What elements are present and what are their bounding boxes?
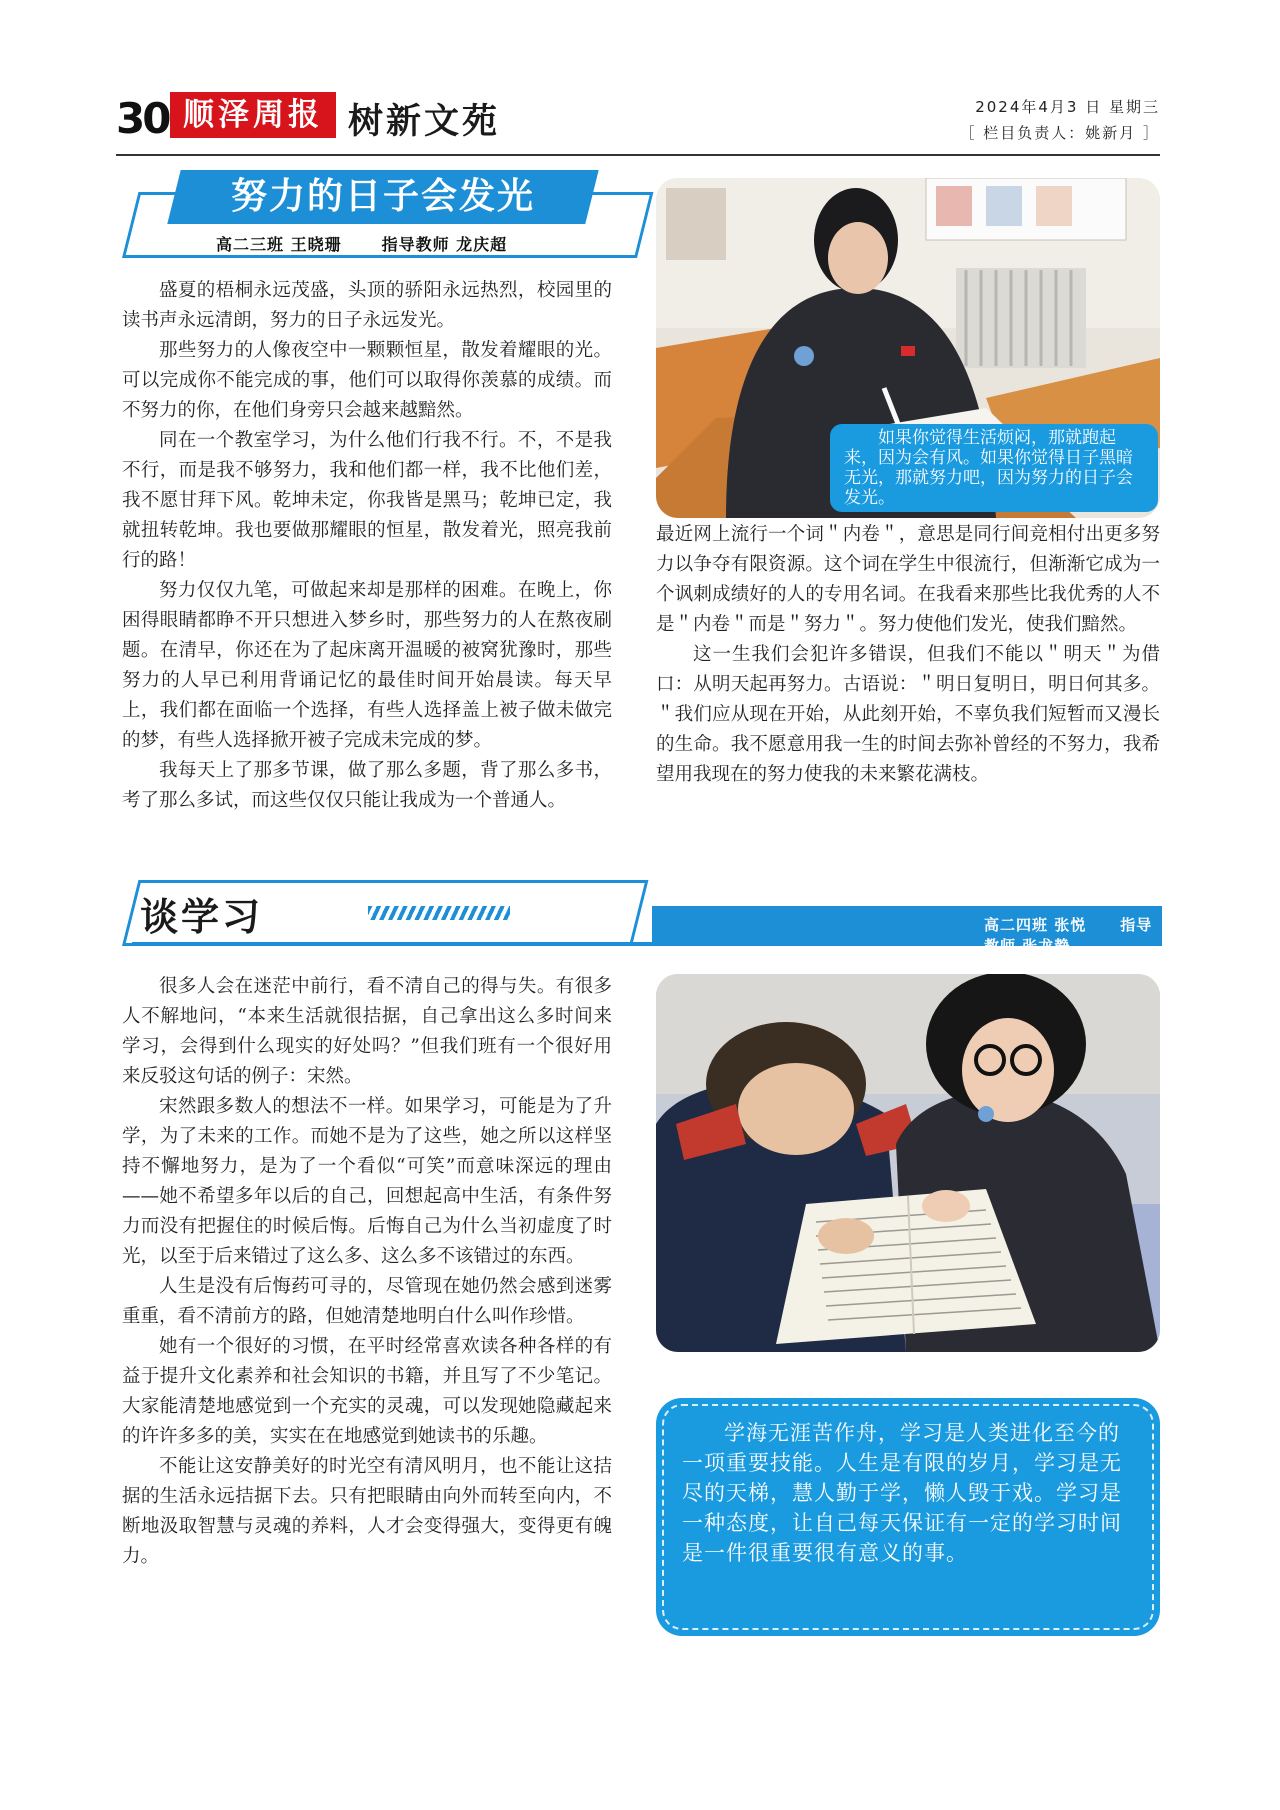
paragraph: 很多人会在迷茫中前行，看不清自己的得与失。有很多人不解地问，“本来生活就很拮据，自己拿出这么多时间来学习，会得到什么现实的好处吗？”但我们班有一个很好用来反驳这句话的例子：宋然。 <box>122 976 612 1087</box>
column-editor: ［ 栏目负责人：姚新月 ］ <box>959 124 1160 142</box>
paragraph: 她有一个很好的习惯，在平时经常喜欢读各种各样的有益于提升文化素养和社会知识的书籍，并且写了不少笔记。大家能清楚地感觉到一个充实的灵魂，可以发现她隐藏起来的许许多多的美，实实在在地感觉到她读书的乐趣。 <box>122 1336 612 1447</box>
page-number: 30 <box>116 94 169 143</box>
issue-date: 2024年4月3 日 星期三 <box>975 98 1160 116</box>
paragraph: 同在一个教室学习，为什么他们行我不行。不，不是我不行，而是我不够努力，我和他们都一样，我不比他们差，我不愿甘拜下风。乾坤未定，你我皆是黑马；乾坤已定，我就扭转乾坤。我也要做那耀眼的恒星，散发着光，照亮我前行的路！ <box>122 430 612 571</box>
article1-teacher: 指导教师 龙庆超 <box>381 235 508 254</box>
article2-author: 高二四班 张悦 <box>984 916 1087 934</box>
paragraph: 这一生我们会犯许多错误，但我们不能以＂明天＂为借口：从明天起再努力。古语说：＂明日复明日，明日何其多。＂我们应从现在开始，从此刻开始，不辜负我们短暂而又漫长的生命。我不愿意用我一生的时间去弥补曾经的不努力，我希望用我现在的努力使我的未来繁花满枝。 <box>656 644 1160 785</box>
article1-byline <box>216 232 507 255</box>
article2-teacher: 指导教师 张龙静 <box>984 916 1153 955</box>
paragraph: 努力仅仅九笔，可做起来却是那样的困难。在晚上，你困得眼睛都睁不开只想进入梦乡时，那些努力的人在熬夜刷题。在清早，你还在为了起床离开温暖的被窝犹豫时，那些努力的人早已利用背诵记忆的最佳时间开始晨读。每天早上，我们都在面临一个选择，有些人选择盖上被子做未做完的梦，有些人选择掀开被子完成未完成的梦。 <box>122 580 612 751</box>
article2-title: 谈学习 <box>140 895 264 939</box>
article2-byline <box>984 914 1162 956</box>
quote-box: 学海无涯苦作舟，学习是人类进化至今的一项重要技能。人生是有限的岁月，学习是无尽的天梯，慧人勤于学，懒人毁于戏。学习是一种态度，让自己每天保证有一定的学习时间是一件很重要很有意义的事。 <box>656 1398 1160 1636</box>
hatch-decoration <box>368 906 510 920</box>
article1-left-column <box>122 276 612 816</box>
paragraph: 那些努力的人像夜空中一颗颗恒星，散发着耀眼的光。可以完成你不能完成的事，他们可以取得你羡慕的成绩。而不努力的你，在他们身旁只会越来越黯然。 <box>122 340 612 421</box>
article2-column <box>122 972 612 1572</box>
paragraph: 盛夏的梧桐永远茂盛，头顶的骄阳永远热烈，校园里的读书声永远清朗，努力的日子永远发光。 <box>122 280 612 331</box>
paragraph: 我每天上了那多节课，做了那么多题，背了那么多书，考了那么多试，而这些仅仅只能让我成为一个普通人。 <box>122 760 612 811</box>
header-rule <box>116 154 1160 156</box>
masthead <box>116 88 1160 156</box>
paragraph: 不能让这安静美好的时光空有清风明月，也不能让这拮据的生活永远拮据下去。只有把眼睛由向外而转至向内，不断地汲取智慧与灵魂的养料，人才会变得强大，变得更有魄力。 <box>122 1456 612 1567</box>
article1-author: 高二三班 王晓珊 <box>216 235 342 254</box>
article2-banner <box>122 880 1162 955</box>
students-reading-photo <box>656 974 1160 1352</box>
paragraph: 宋然跟多数人的想法不一样。如果学习，可能是为了升学，为了未来的工作。而她不是为了这些，她之所以这样坚持不懈地努力，是为了一个看似“可笑”而意味深远的理由——她不希望多年以后的自己，回想起高中生活，有条件努力而没有把握住的时候后悔。后悔自己为什么当初虚度了时光，以至于后来错过了这么多、这么多不该错过的东西。 <box>122 1096 612 1267</box>
newspaper-logo: 顺泽周报 <box>170 92 336 138</box>
article1-right-column <box>656 520 1160 790</box>
photo-caption: 如果你觉得生活烦闷，那就跑起来，因为会有风。如果你觉得日子黑暗无光，那就努力吧，因为努力的日子会发光。 <box>830 424 1158 512</box>
article1-banner <box>122 170 642 262</box>
section-title: 树新文苑 <box>348 102 501 142</box>
paragraph: 最近网上流行一个词＂内卷＂，意思是同行间竞相付出更多努力以争夺有限资源。这个词在学生中很流行，但渐渐它成为一个讽刺成绩好的人的专用名词。在我看来那些比我优秀的人不是＂内卷＂而是＂努力＂。努力使他们发光，使我们黯然。 <box>656 524 1160 635</box>
paragraph: 人生是没有后悔药可寻的，尽管现在她仍然会感到迷雾重重，看不清前方的路，但她清楚地明白什么叫作珍惜。 <box>122 1276 612 1327</box>
article1-title: 努力的日子会发光 <box>230 176 535 217</box>
